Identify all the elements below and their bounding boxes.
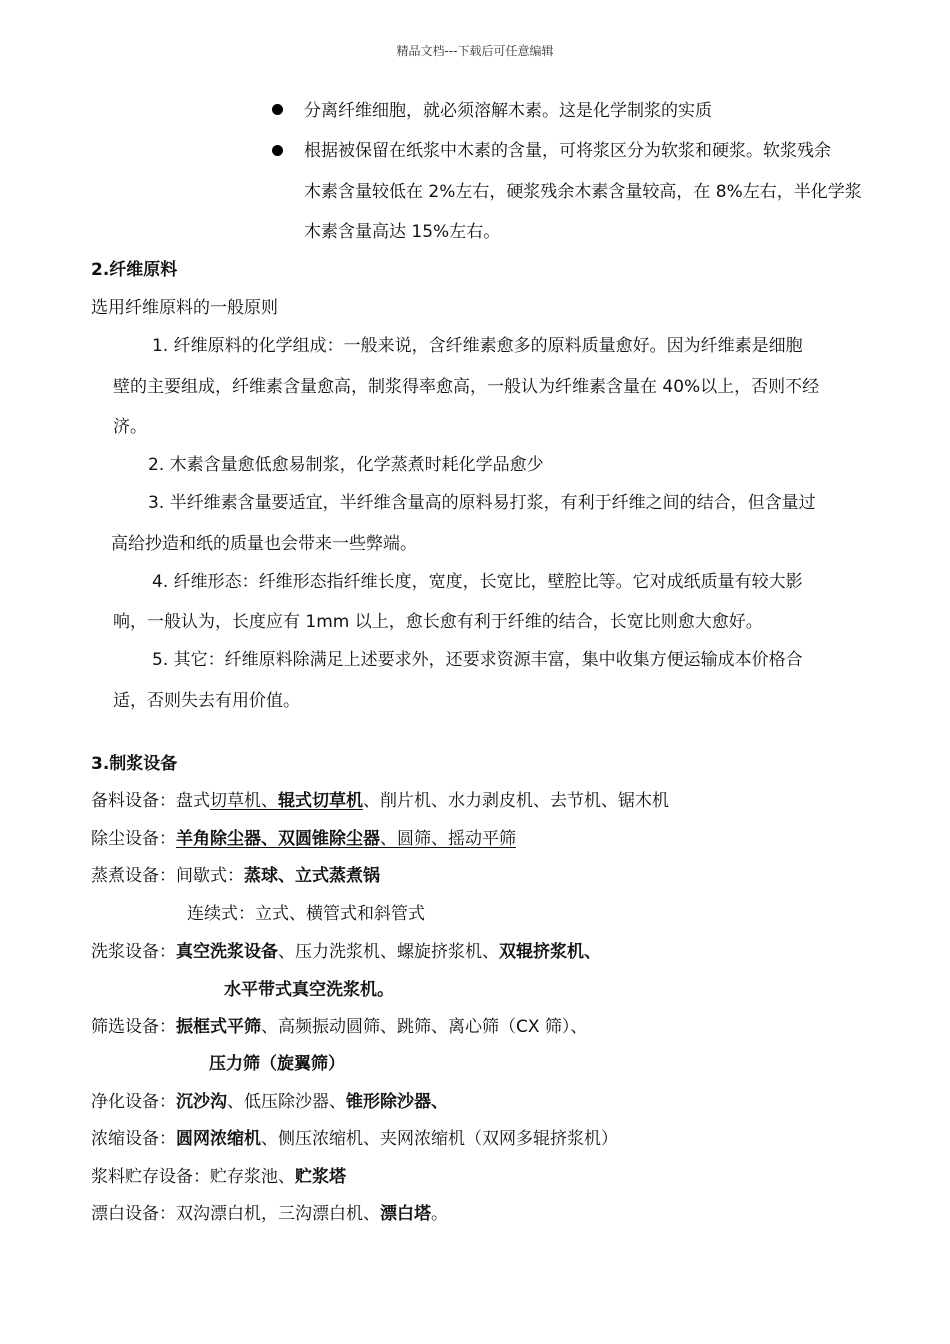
equip-label: 洗浆设备： [91,942,176,962]
bullet-1-line-1: 分离纤维细胞，就必须溶解木素。这是化学制浆的实质 [304,101,712,121]
bullet-2-line-1: 根据被保留在纸浆中木素的含量，可将浆区分为软浆和硬浆。软浆残余 [304,141,831,161]
bullet-2-line-3: 木素含量高达 15%左右。 [304,222,501,242]
equip-bold: 蒸球、立式蒸煮锅 [244,866,380,886]
section-2-heading: 2.纤维原料 [91,260,178,280]
principle-1-line-2: 壁的主要组成，纤维素含量愈高，制浆得率愈高，一般认为纤维素含量在 40%以上，否则不经 [113,377,820,397]
bullet-dot-icon [272,145,283,156]
principle-4-line-2: 响，一般认为，长度应有 1mm 以上，愈长愈有利于纤维的结合，长宽比则愈大愈好。 [113,612,763,632]
equip-bold: 真空洗浆设备 [176,942,278,962]
equip-beiliao [91,789,669,813]
equip-label: 筛选设备： [91,1017,176,1037]
principle-5-line-2: 适，否则失去有用价值。 [113,691,300,711]
equip-label: 除尘设备： [91,829,176,849]
principle-1-line-1: 1. 纤维原料的化学组成：一般来说，含纤维素愈多的原料质量愈好。因为纤维素是细胞 [152,336,803,356]
equip-bold-underlined: 辊式切草机 [278,791,363,811]
principle-5-line-1: 5. 其它：纤维原料除满足上述要求外，还要求资源丰富，集中收集方便运输成本价格合 [152,650,803,670]
equip-text: 。 [431,1204,448,1224]
equip-bold: 沉沙沟 [176,1092,227,1112]
equip-label: 浆料贮存设备： [91,1167,210,1187]
equip-jinghua [91,1090,448,1114]
equip-zhengzhu [91,864,380,888]
equip-text: 、低压除沙器、 [227,1092,346,1112]
principle-1-line-3: 济。 [113,417,147,437]
equip-bold: 贮浆塔 [295,1167,346,1187]
equip-text: 、削片机、水力剥皮机、去节机、锯木机 [363,791,669,811]
equip-bold: 漂白塔 [380,1204,431,1224]
equip-text: 双沟漂白机，三沟漂白机、 [176,1204,380,1224]
bullet-2-line-2: 木素含量较低在 2%左右，硬浆残余木素含量较高，在 8%左右，半化学浆 [304,182,862,202]
equip-text: 、压力洗浆机、螺旋挤浆机、 [278,942,499,962]
equip-text: 间歇式： [176,866,244,886]
equip-text: 、高频振动圆筛、跳筛、离心筛（CX 筛）、 [261,1017,588,1037]
equip-text: 贮存浆池、 [210,1167,295,1187]
principle-2-line-1: 2. 木素含量愈低愈易制浆，化学蒸煮时耗化学品愈少 [148,455,544,475]
equip-bold: 振框式平筛 [176,1017,261,1037]
equip-xijiang [91,940,601,964]
equip-zhucun [91,1165,346,1189]
equip-piaobai [91,1202,448,1226]
principle-3-line-2: 高给抄造和纸的质量也会带来一些弊端。 [111,534,417,554]
equip-bold: 圆网浓缩机 [176,1129,261,1149]
equip-zhengzhu-line-2: 连续式：立式、横管式和斜管式 [187,904,425,924]
principle-4-line-1: 4. 纤维形态：纤维形态指纤维长度，宽度，长宽比，壁腔比等。它对成纸质量有较大影 [152,572,803,592]
equip-shaixuan-line-2: 压力筛（旋翼筛） [209,1054,345,1074]
page-header: 精品文档---下载后可任意编辑 [396,44,554,58]
equip-text: 盘式 [176,791,210,811]
equip-label: 备料设备： [91,791,176,811]
equip-label: 漂白设备： [91,1204,176,1224]
bullet-dot-icon [272,104,283,115]
equip-underlined: 、圆筛、摇动平筛 [380,829,516,849]
equip-bold: 锥形除沙器、 [346,1092,448,1112]
equip-nongsuo [91,1127,618,1151]
section-3-heading: 3.制浆设备 [91,754,178,774]
equip-label: 浓缩设备： [91,1129,176,1149]
equip-label: 净化设备： [91,1092,176,1112]
equip-label: 蒸煮设备： [91,866,176,886]
section-2-intro: 选用纤维原料的一般原则 [91,298,278,318]
equip-shaixuan [91,1015,587,1039]
equip-bold-underlined: 羊角除尘器、双圆锥除尘器 [176,829,380,849]
equip-chuchen [91,827,516,851]
equip-xijiang-line-2: 水平带式真空洗浆机。 [224,980,394,1000]
equip-text: 、侧压浓缩机、夹网浓缩机（双网多辊挤浆机） [261,1129,618,1149]
principle-3-line-1: 3. 半纤维素含量要适宜，半纤维含量高的原料易打浆，有利于纤维之间的结合，但含量过 [148,493,816,513]
equip-bold: 双辊挤浆机、 [499,942,601,962]
equip-underlined: 切草机、 [210,791,278,811]
